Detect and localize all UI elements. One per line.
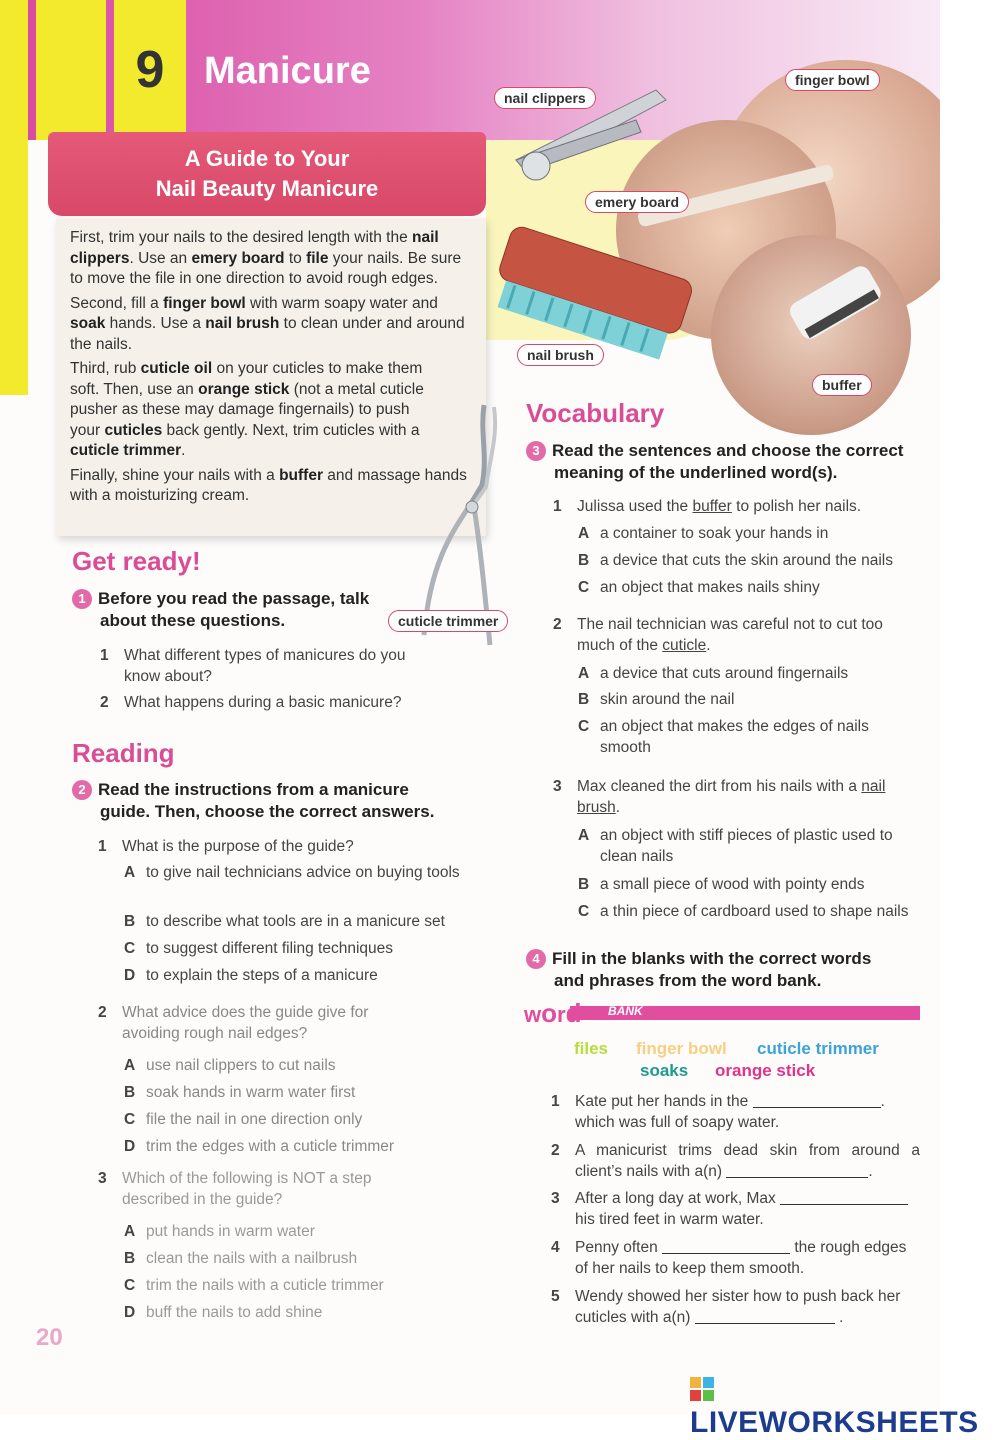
unit-title: Manicure	[204, 50, 371, 92]
answer-blank[interactable]	[662, 1240, 790, 1254]
exercise-number-badge: 4	[526, 949, 546, 969]
nail-brush-icon	[490, 212, 700, 352]
answer-option[interactable]: C a thin piece of cardboard used to shape nails	[578, 903, 909, 920]
fill-item: 2 A manicurist trims dead skin from around a client’s nails with a(n) .	[551, 1142, 920, 1180]
answer-option[interactable]: B skin around the nail	[578, 691, 735, 708]
exercise-number-badge: 1	[72, 589, 92, 609]
answer-option[interactable]: A a device that cuts around fingernails	[578, 665, 849, 682]
liveworksheets-icon	[690, 1377, 714, 1401]
fill-item: 1 Kate put her hands in the . which was full of soapy water.	[551, 1093, 885, 1131]
yellow-stripe	[0, 0, 28, 395]
answer-option[interactable]: C to suggest different filing techniques	[124, 940, 394, 957]
label-buffer: buffer	[812, 374, 872, 396]
reading-question: 3 Which of the following is NOT a step described in the guide?	[98, 1170, 372, 1208]
discussion-question: 2 What happens during a basic manicure?	[100, 694, 402, 711]
answer-option[interactable]: D trim the edges with a cuticle trimmer	[124, 1138, 395, 1155]
section-title-vocabulary: Vocabulary	[526, 398, 665, 428]
word-bank-item: orange stick	[715, 1061, 816, 1080]
answer-option[interactable]: C an object that makes nails shiny	[578, 579, 820, 596]
label-finger-bowl: finger bowl	[785, 69, 880, 91]
answer-option[interactable]: A put hands in warm water	[124, 1223, 315, 1240]
underlined-word: nail brush	[577, 778, 886, 816]
section-title-reading: Reading	[72, 738, 175, 768]
answer-option[interactable]: A use nail clippers to cut nails	[124, 1057, 336, 1074]
fill-item: 4 Penny often the rough edges of her nails to keep them smooth.	[551, 1239, 907, 1277]
answer-option[interactable]: A to give nail technicians advice on buying tools	[124, 864, 460, 881]
answer-option[interactable]: B clean the nails with a nailbrush	[124, 1250, 358, 1267]
answer-option[interactable]: C file the nail in one direction only	[124, 1111, 363, 1128]
word-bank-item: cuticle trimmer	[757, 1039, 879, 1058]
label-cuticle-trimmer: cuticle trimmer	[388, 610, 508, 632]
word-bank-item: finger bowl	[636, 1039, 727, 1058]
answer-option[interactable]: A a container to soak your hands in	[578, 525, 829, 542]
exercise-3-instruction: 3 Read the sentences and choose the correct meaning of the underlined word(s).	[526, 440, 903, 484]
word-bank-logo: word	[524, 998, 582, 1028]
vocabulary-question: 3 Max cleaned the dirt from his nails with a nail brush.	[553, 778, 886, 816]
reading-question: 2 What advice does the guide give for avoiding rough nail edges?	[98, 1004, 369, 1042]
underlined-word: buffer	[692, 498, 732, 515]
label-emery-board: emery board	[585, 191, 689, 213]
page-number: 20	[36, 1324, 63, 1351]
answer-option[interactable]: A an object with stiff pieces of plastic used to clean nails	[578, 827, 893, 865]
yellow-stripe	[36, 0, 106, 140]
discussion-question: 1 What different types of manicures do you know about?	[100, 647, 406, 685]
section-title-get-ready: Get ready!	[72, 546, 201, 576]
label-nail-brush: nail brush	[517, 344, 604, 366]
exercise-4-instruction: 4 Fill in the blanks with the correct words and phrases from the word bank.	[526, 948, 871, 992]
reading-question: 1 What is the purpose of the guide?	[98, 838, 354, 855]
fill-item: 3 After a long day at work, Max his tired feet in warm water.	[575, 1188, 920, 1230]
guide-title: A Guide to Your Nail Beauty Manicure	[48, 132, 486, 216]
answer-option[interactable]: B to describe what tools are in a manicure set	[124, 913, 445, 930]
word-bank-item: files	[574, 1039, 609, 1058]
answer-blank[interactable]	[695, 1310, 835, 1324]
word-bank-item: soaks	[640, 1061, 689, 1080]
answer-option[interactable]: B a device that cuts the skin around the nails	[578, 552, 893, 569]
word-bank-label: BANK	[608, 1004, 643, 1018]
vocabulary-question: 2 The nail technician was careful not to cut too much of the cuticle.	[553, 616, 883, 654]
answer-option[interactable]: D buff the nails to add shine	[124, 1304, 323, 1321]
underlined-word: cuticle	[662, 637, 707, 654]
label-nail-clippers: nail clippers	[494, 87, 596, 109]
exercise-number-badge: 2	[72, 780, 92, 800]
vocabulary-question: 1 Julissa used the buffer to polish her nails.	[553, 498, 862, 515]
exercise-number-badge: 3	[526, 441, 546, 461]
liveworksheets-logo[interactable]: LIVEWORKSHEETS	[690, 1372, 1000, 1440]
guide-paragraph: Second, fill a finger bowl with warm soapy water and soak hands. Use a nail brush to clean under and around the nails.	[70, 294, 465, 353]
unit-number: 9	[135, 41, 165, 99]
answer-option[interactable]: C trim the nails with a cuticle trimmer	[124, 1277, 384, 1294]
answer-option[interactable]: C an object that makes the edges of nails smooth	[578, 718, 869, 756]
guide-paragraph: Finally, shine your nails with a buffer and massage hands with a moisturizing cream.	[70, 466, 467, 504]
exercise-1-instruction: 1 Before you read the passage, talk about these questions.	[72, 588, 369, 632]
answer-option[interactable]: D to explain the steps of a manicure	[124, 967, 378, 984]
guide-paragraph: First, trim your nails to the desired length with the nail clippers. Use an emery board to file your nails. Be sure to move the file in one direction to avoid rough edges.	[70, 229, 462, 287]
exercise-2-instruction: 2 Read the instructions from a manicure guide. Then, choose the correct answers.	[72, 779, 434, 823]
answer-blank[interactable]	[753, 1094, 881, 1108]
answer-option[interactable]: B a small piece of wood with pointy ends	[578, 876, 865, 893]
answer-blank[interactable]	[780, 1191, 908, 1205]
answer-blank[interactable]	[726, 1164, 868, 1178]
buffer-photo	[711, 235, 911, 435]
fill-item: 5 Wendy showed her sister how to push back her cuticles with a(n) .	[551, 1288, 901, 1326]
answer-option[interactable]: B soak hands in warm water first	[124, 1084, 356, 1101]
guide-paragraph: Third, rub cuticle oil on your cuticles to make them soft. Then, use an orange stick (not a metal cuticle pusher as these may damage fingernails) to push your cuticles back gently. Next, trim cuticles with a cuticle trimmer.	[70, 360, 424, 459]
